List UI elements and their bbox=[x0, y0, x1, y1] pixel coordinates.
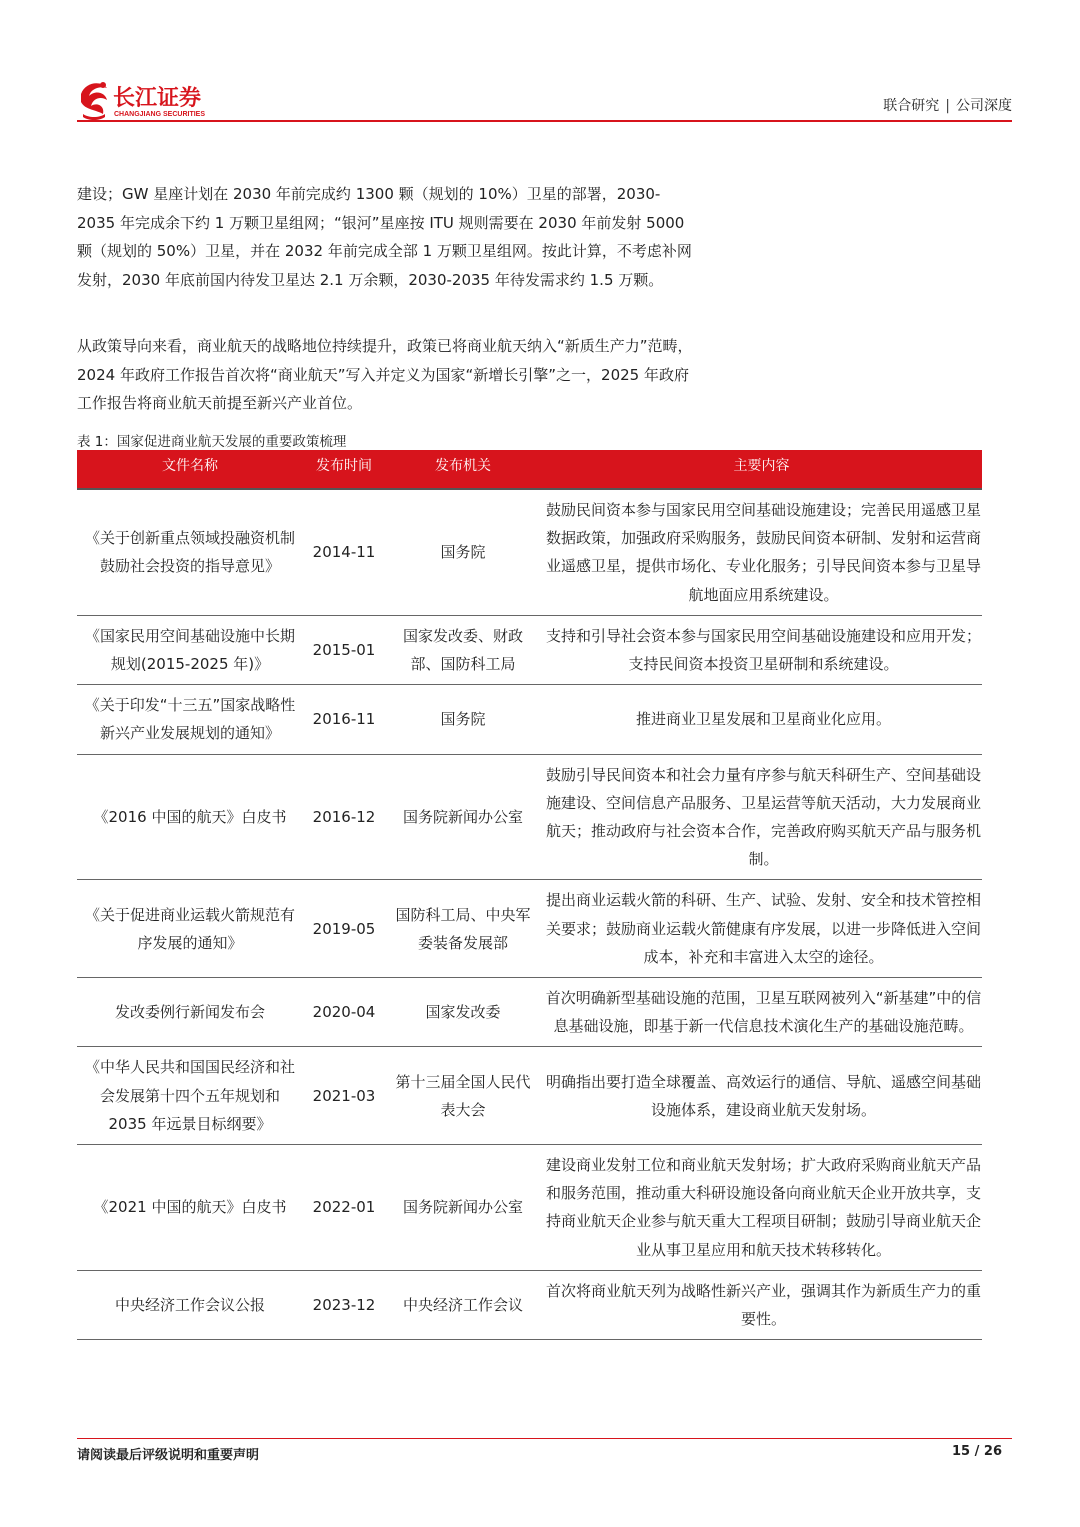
footer-divider bbox=[77, 1438, 1012, 1439]
page-current: 15 bbox=[952, 1444, 971, 1459]
row-name: 《中华人民共和国国民经济和社会发展第十四个五年规划和 2035 年远景目标纲要》 bbox=[77, 1047, 303, 1145]
table-row bbox=[77, 685, 982, 754]
row-date: 2022-01 bbox=[303, 1145, 385, 1271]
body-paragraph-1: 建设；GW 星座计划在 2030 年前完成约 1300 颗（规划的 10%）卫星的部署，2030-2035 年完成余下约 1 万颗卫星组网；“银河”星座按 ITU 规则需要在 2030 年前发射 5000 颗（规划的 50%）卫星，并在 2032 年前完成全部 1 万颗卫星组网。按此计算，不考虑补网发射，2030 年底前国内待发卫星达 2.1 万余颗，2030-2035 年待发需求约 1.5 万颗。 bbox=[77, 185, 692, 289]
row-content: 明确指出要打造全球覆盖、高效运行的通信、导航、遥感空间基础设施体系，建设商业航天发射场。 bbox=[541, 1047, 982, 1145]
col-header-date: 发布时间 bbox=[303, 450, 385, 489]
row-date: 2023-12 bbox=[303, 1270, 385, 1339]
row-content: 建设商业发射工位和商业航天发射场；扩大政府采购商业航天产品和服务范围，推动重大科研设施设备向商业航天企业开放共享，支持商业航天企业参与航天重大工程项目研制；鼓励引导商业航天企业从事卫星应用和航天技术转移转化。 bbox=[541, 1145, 982, 1271]
brand-en: CHANGJIANG SECURITIES bbox=[114, 111, 206, 118]
row-issuer: 中央经济工作会议 bbox=[385, 1270, 541, 1339]
row-name: 《2021 中国的航天》白皮书 bbox=[77, 1145, 303, 1271]
row-issuer: 国防科工局、中央军委装备发展部 bbox=[385, 880, 541, 978]
body-paragraph-2: 从政策导向来看，商业航天的战略地位持续提升，政策已将商业航天纳入“新质生产力”范畴，2024 年政府工作报告首次将“商业航天”写入并定义为国家“新增长引擎”之一，2025 年政府工作报告将商业航天前提至新兴产业首位。 bbox=[77, 337, 693, 413]
header-separator: | bbox=[945, 98, 950, 114]
row-content: 鼓励引导民间资本和社会力量有序参与航天科研生产、空间基础设施建设、空间信息产品服务、卫星运营等航天活动，大力发展商业航天；推动政府与社会资本合作，完善政府购买航天产品与服务机制。 bbox=[541, 754, 982, 880]
row-content: 推进商业卫星发展和卫星商业化应用。 bbox=[541, 685, 982, 754]
row-issuer: 国务院 bbox=[385, 685, 541, 754]
table-row bbox=[77, 1270, 982, 1339]
row-name: 《关于印发“十三五”国家战略性新兴产业发展规划的通知》 bbox=[77, 685, 303, 754]
row-date: 2015-01 bbox=[303, 615, 385, 684]
row-name: 发改委例行新闻发布会 bbox=[77, 978, 303, 1047]
col-header-issuer: 发布机关 bbox=[385, 450, 541, 489]
table-header-row bbox=[77, 450, 982, 489]
row-content: 首次明确新型基础设施的范围，卫星互联网被列入“新基建”中的信息基础设施，即基于新一代信息技术演化生产的基础设施范畴。 bbox=[541, 978, 982, 1047]
row-date: 2020-04 bbox=[303, 978, 385, 1047]
row-name: 《关于促进商业运载火箭规范有序发展的通知》 bbox=[77, 880, 303, 978]
row-date: 2021-03 bbox=[303, 1047, 385, 1145]
page-header bbox=[77, 70, 1012, 122]
brand-cn: 长江证券 bbox=[113, 85, 202, 110]
row-date: 2014-11 bbox=[303, 489, 385, 615]
row-date: 2019-05 bbox=[303, 880, 385, 978]
phoenix-logo-icon bbox=[77, 76, 222, 122]
table-row bbox=[77, 489, 982, 615]
policy-table bbox=[77, 450, 982, 1340]
table-row bbox=[77, 754, 982, 880]
table-row bbox=[77, 880, 982, 978]
row-issuer: 国务院新闻办公室 bbox=[385, 1145, 541, 1271]
row-name: 《2016 中国的航天》白皮书 bbox=[77, 754, 303, 880]
row-name: 中央经济工作会议公报 bbox=[77, 1270, 303, 1339]
row-content: 鼓励民间资本参与国家民用空间基础设施建设；完善民用遥感卫星数据政策，加强政府采购服务，鼓励民间资本研制、发射和运营商业遥感卫星，提供市场化、专业化服务；引导民间资本参与卫星导航地面应用系统建设。 bbox=[541, 489, 982, 615]
row-content: 提出商业运载火箭的科研、生产、试验、发射、安全和技术管控相关要求；鼓励商业运载火箭健康有序发展，以进一步降低进入空间成本，补充和丰富进入太空的途径。 bbox=[541, 880, 982, 978]
row-name: 《关于创新重点领域投融资机制鼓励社会投资的指导意见》 bbox=[77, 489, 303, 615]
row-issuer: 国家发改委 bbox=[385, 978, 541, 1047]
company-logo bbox=[77, 76, 222, 122]
row-content: 首次将商业航天列为战略性新兴产业，强调其作为新质生产力的重要性。 bbox=[541, 1270, 982, 1339]
row-date: 2016-12 bbox=[303, 754, 385, 880]
row-date: 2016-11 bbox=[303, 685, 385, 754]
report-category: 联合研究 bbox=[883, 98, 940, 114]
report-type bbox=[883, 95, 1012, 115]
table-caption: 表 1：国家促进商业航天发展的重要政策梳理 bbox=[77, 434, 347, 450]
row-issuer: 第十三届全国人民代表大会 bbox=[385, 1047, 541, 1145]
row-content: 支持和引导社会资本参与国家民用空间基础设施建设和应用开发；支持民间资本投资卫星研制和系统建设。 bbox=[541, 615, 982, 684]
col-header-name: 文件名称 bbox=[77, 450, 303, 489]
table-row bbox=[77, 978, 982, 1047]
row-issuer: 国家发改委、财政部、国防科工局 bbox=[385, 615, 541, 684]
table-row bbox=[77, 1145, 982, 1271]
report-subcategory: 公司深度 bbox=[956, 98, 1012, 114]
page-number bbox=[952, 1444, 1002, 1459]
table-row bbox=[77, 1047, 982, 1145]
col-header-content: 主要内容 bbox=[541, 450, 982, 489]
row-issuer: 国务院 bbox=[385, 489, 541, 615]
page-separator: / bbox=[974, 1444, 980, 1459]
page-total: 26 bbox=[983, 1444, 1002, 1459]
row-name: 《国家民用空间基础设施中长期规划(2015-2025 年)》 bbox=[77, 615, 303, 684]
row-issuer: 国务院新闻办公室 bbox=[385, 754, 541, 880]
header-divider bbox=[77, 120, 1012, 122]
table-row bbox=[77, 615, 982, 684]
footer-disclaimer: 请阅读最后评级说明和重要声明 bbox=[77, 1448, 260, 1463]
